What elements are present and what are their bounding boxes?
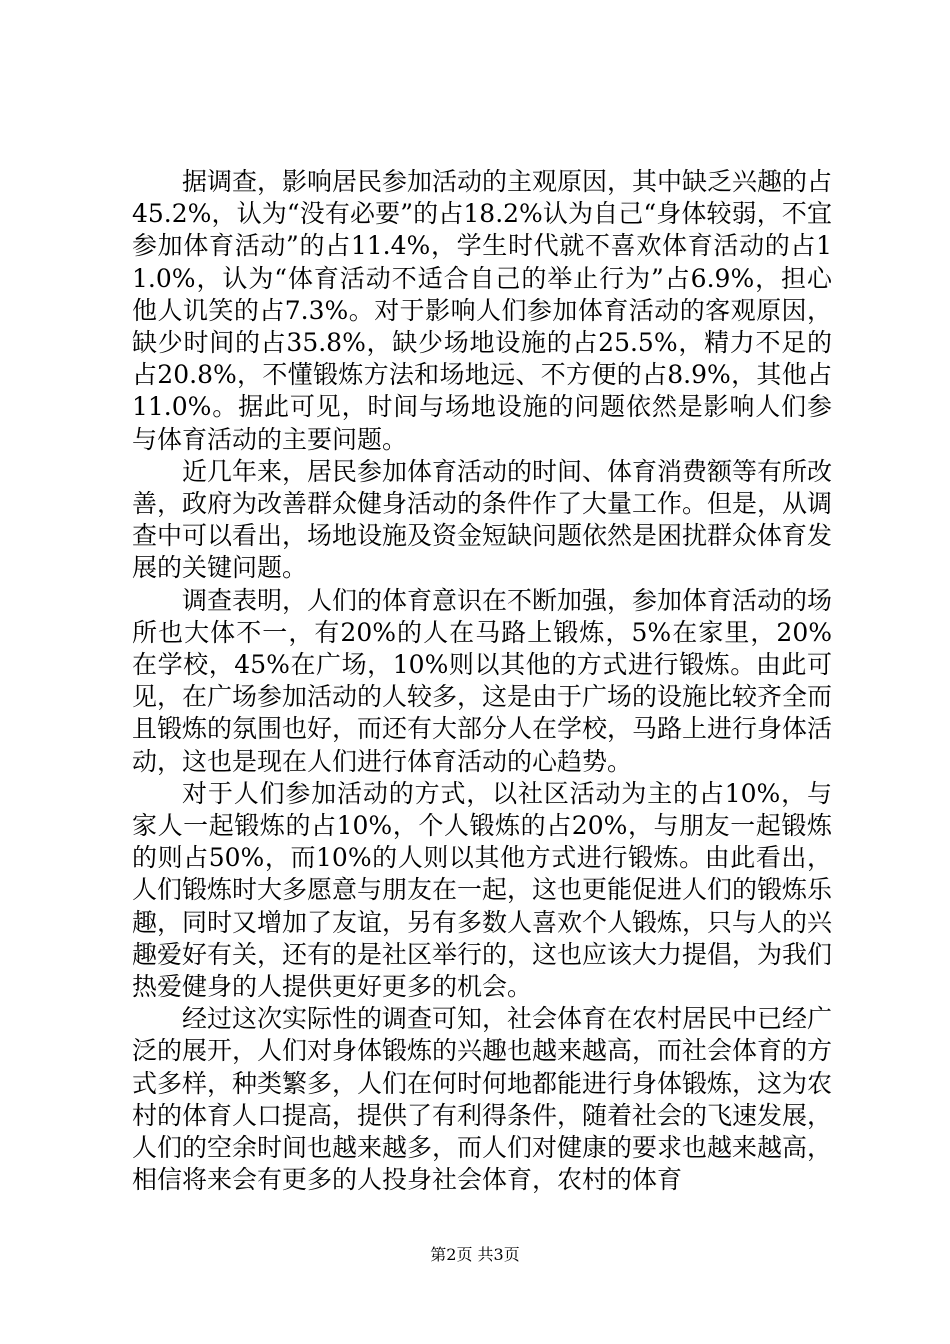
paragraph-exercise-locations: 调查表明，人们的体育意识在不断加强，参加体育活动的场所也大体不一，有20%的人在马路上锻炼，5%在家里，20%在学校，45%在广场，10%则以其他的方式进行锻炼。由此可见，在广场参加活动的人较多，这是由于广场的设施比较齐全而且锻炼的氛围也好，而还有大部分人在学校，马路上进行身体活动，这也是现在人们进行体育活动的心趋势。 xyxy=(132,585,833,776)
paragraph-subjective-objective-reasons: 据调查，影响居民参加活动的主观原因，其中缺乏兴趣的占45.2%，认为“没有必要”的占18.2%认为自己“身体较弱，不宜参加体育活动”的占11.4%，学生时代就不喜欢体育活动的占11.0%，认为“体育活动不适合自己的举止行为”占6.9%，担心他人讥笑的占7.3%。对于影响人们参加体育活动的客观原因，缺少时间的占35.8%，缺少场地设施的占25.5%，精力不足的占20.8%，不懂锻炼方法和场地远、不方便的占8.9%，其他占11.0%。据此可见，时间与场地设施的问题依然是影响人们参与体育活动的主要问题。 xyxy=(132,167,833,454)
paragraph-conclusion: 经过这次实际性的调查可知，社会体育在农村居民中已经广泛的展开，人们对身体锻炼的兴趣也越来越高，而社会体育的方式多样，种类繁多，人们在何时何地都能进行身体锻炼，这为农村的体育人口提高，提供了有利得条件，随着社会的飞速发展，人们的空余时间也越来越多，而人们对健康的要求也越来越高，相信将来会有更多的人投身社会体育，农村的体育 xyxy=(132,1004,833,1195)
paragraph-government-improvements: 近几年来，居民参加体育活动的时间、体育消费额等有所改善，政府为改善群众健身活动的条件作了大量工作。但是，从调查中可以看出，场地设施及资金短缺问题依然是困扰群众体育发展的关键问题。 xyxy=(132,456,833,583)
document-body xyxy=(132,166,832,1197)
page-number-footer: 第2页 共3页 xyxy=(430,1245,520,1264)
paragraph-exercise-methods: 对于人们参加活动的方式，以社区活动为主的占10%，与家人一起锻炼的占10%，个人锻炼的占20%，与朋友一起锻炼的则占50%，而10%的人则以其他方式进行锻炼。由此看出，人们锻炼时大多愿意与朋友在一起，这也更能促进人们的锻炼乐趣，同时又增加了友谊，另有多数人喜欢个人锻炼，只与人的兴趣爱好有关，还有的是社区举行的，这也应该大力提倡，为我们热爱健身的人提供更好更多的机会。 xyxy=(132,778,833,1002)
